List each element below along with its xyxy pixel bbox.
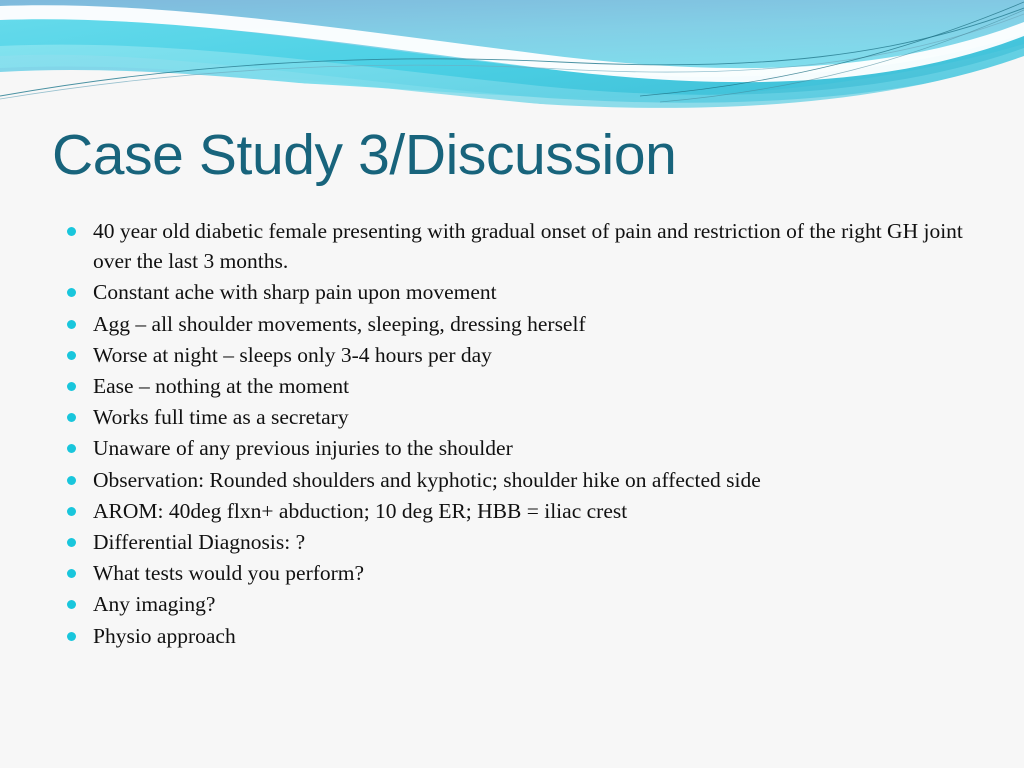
list-item-text: Ease – nothing at the moment <box>93 374 350 399</box>
bullet-dot-icon <box>67 227 76 236</box>
list-item-text: Constant ache with sharp pain upon movement <box>93 280 497 305</box>
bullet-dot-icon <box>67 351 76 360</box>
bullet-dot-icon <box>67 382 76 391</box>
list-item <box>58 277 998 307</box>
bullet-dot-icon <box>67 507 76 516</box>
list-item <box>58 527 998 557</box>
list-item-text: Physio approach <box>93 623 236 648</box>
list-item-text: What tests would you perform? <box>93 561 365 586</box>
list-item <box>58 621 998 651</box>
bullet-dot-icon <box>67 320 76 329</box>
bullet-dot-icon <box>67 444 76 453</box>
list-item <box>58 433 998 463</box>
list-item-text: Any imaging? <box>93 592 216 617</box>
content-bullet-list <box>58 216 998 652</box>
bullet-dot-icon <box>67 538 76 547</box>
list-item <box>58 402 998 432</box>
bullet-dot-icon <box>67 600 76 609</box>
list-item-text: Observation: Rounded shoulders and kyphotic; shoulder hike on affected side <box>93 467 761 492</box>
list-item <box>58 496 998 526</box>
list-item <box>58 465 998 495</box>
list-item <box>58 558 998 588</box>
list-item <box>58 371 998 401</box>
list-item <box>58 340 998 370</box>
list-item-text: Agg – all shoulder movements, sleeping, dressing herself <box>93 311 586 336</box>
bullet-dot-icon <box>67 632 76 641</box>
list-item-text: 40 year old diabetic female presenting with gradual onset of pain and restriction of the right GH joint over the last 3 months. <box>93 219 963 274</box>
list-item-text: Differential Diagnosis: ? <box>93 530 306 555</box>
list-item-text: Worse at night – sleeps only 3-4 hours per day <box>93 342 492 367</box>
page-title: Case Study 3/Discussion <box>52 123 677 187</box>
list-item-text: AROM: 40deg flxn+ abduction; 10 deg ER; HBB = iliac crest <box>93 498 628 523</box>
list-item <box>58 589 998 619</box>
list-item <box>58 309 998 339</box>
list-item-text: Works full time as a secretary <box>93 405 349 430</box>
bullet-dot-icon <box>67 476 76 485</box>
bullet-dot-icon <box>67 569 76 578</box>
header-wave-graphic <box>0 0 1024 115</box>
list-item-text: Unaware of any previous injuries to the shoulder <box>93 436 513 461</box>
list-item <box>58 216 998 276</box>
bullet-dot-icon <box>67 413 76 422</box>
bullet-dot-icon <box>67 288 76 297</box>
